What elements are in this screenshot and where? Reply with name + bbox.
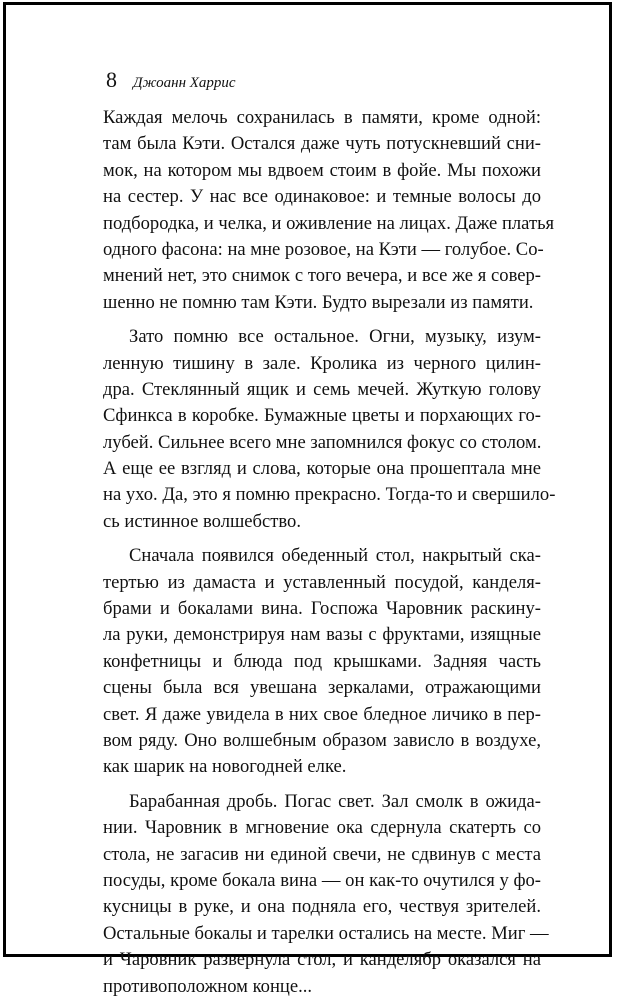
text-line: сцены была вся увешана зеркалами, отражающими: [103, 677, 541, 699]
paragraph: [103, 789, 549, 1000]
text-line: свет. Я даже увидела в них свое бледное личико в пер-: [103, 703, 541, 725]
text-line: Сфинкса в коробке. Бумажные цветы и порхающих го-: [103, 405, 541, 427]
text-line: конфетницы и блюда под крышками. Задняя часть: [103, 650, 541, 672]
text-line: нии. Чаровник в мгновение ока сдернула скатерть со: [103, 817, 541, 839]
text-line: ла руки, демонстрируя нам вазы с фруктами, изящные: [103, 624, 541, 646]
paragraph: [103, 105, 555, 316]
text-line: Каждая мелочь сохранилась в памяти, кроме одной:: [103, 107, 541, 128]
text-line: на ухо. Да, это я помню прекрасно. Тогда-то и свершило-: [103, 484, 556, 506]
text-line: брами и бокалами вина. Госпожа Чаровник раскину-: [103, 598, 541, 620]
text-line: Остальные бокалы и тарелки остались на месте. Миг —: [103, 922, 549, 944]
text-line: ленную тишину в зале. Кролика из черного цилин-: [103, 352, 541, 374]
text-line: посуды, кроме бокала вина — он как-то очутился у фо-: [103, 869, 541, 891]
text-line: противоположном конце...: [103, 975, 313, 997]
text-line: мнений нет, это снимок с того вечера, и все же я совер-: [103, 265, 541, 287]
text-line: дра. Стеклянный ящик и семь мечей. Жуткую голову: [103, 378, 541, 400]
text-line: там была Кэти. Остался даже чуть потускневший сни-: [103, 133, 541, 155]
text-line: как шарик на новогодней елке.: [103, 756, 347, 778]
running-head-author: Джоанн Харрис: [133, 75, 236, 91]
text-line: Сначала появился обеденный стол, накрытый ска-: [129, 545, 541, 567]
text-line: стола, не загасив ни единой свечи, не сдвинув с места: [103, 843, 541, 865]
text-line: Зато помню все остальное. Огни, музыку, изум-: [129, 326, 541, 348]
page-number: 8: [106, 67, 117, 92]
text-line: кусницы в руке, и она подняла его, чествуя зрителей.: [103, 896, 541, 918]
text-line: мок, на котором мы вдвоем стоим в фойе. Мы похожи: [103, 159, 541, 181]
text-line: А еще ее взгляд и слова, которые она прошептала мне: [103, 458, 541, 480]
text-line: вом ряду. Оно волшебным образом зависло в воздухе,: [103, 729, 541, 751]
text-line: и Чаровник развернула стол, и канделябр оказался на: [103, 949, 541, 971]
paragraph: [103, 543, 541, 781]
text-line: тертью из дамаста и уставленный посудой, канделя-: [103, 571, 541, 593]
text-line: одного фасона: на мне розовое, на Кэти — голубое. Со-: [103, 238, 544, 260]
text-line: Барабанная дробь. Погас свет. Зал смолк в ожида-: [129, 790, 541, 812]
text-line: на сестер. У нас все одинаковое: и темные волосы до: [103, 186, 541, 208]
text-line: сь истинное волшебство.: [103, 510, 301, 532]
page-header: [106, 67, 236, 97]
text-line: лубей. Сильнее всего мне запомнился фокус со столом.: [103, 431, 542, 453]
text-line: подбородка, и челка, и оживление на лицах. Даже платья: [103, 212, 555, 234]
paragraph: [103, 324, 556, 535]
text-line: шенно не помню там Кэти. Будто вырезали из памяти.: [103, 291, 534, 313]
book-page: [3, 2, 612, 997]
body-text: [103, 105, 556, 1000]
